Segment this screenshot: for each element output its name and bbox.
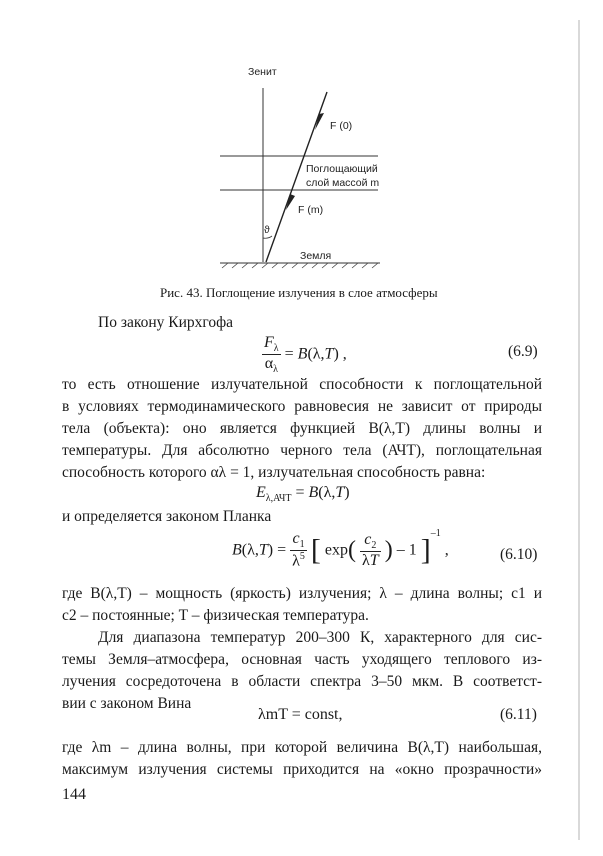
paragraph-line: способность которого αλ = 1, излучательная способность равна: xyxy=(62,464,486,481)
angle-label: ϑ xyxy=(264,224,270,236)
paragraph-line: темы Земля–атмосфера, основная часть уходящего теплового из- xyxy=(62,651,542,668)
page-number: 144 xyxy=(62,786,86,803)
paragraph-kirchhoff xyxy=(62,312,542,334)
paragraph-line: Для диапазона температур 200–300 К, характерного для сис- xyxy=(98,629,542,646)
equation-6-10: B(λ,T) = $\frac{c_1}{\lambda^5}$ [ exp( $\frac{c_2}{\lambda T}$ ) – 1 ]$^{-1}$ , xyxy=(232,528,449,570)
equation-blackbody: $E_{\lambda,АЧТ} = B(\lambda,T)$ xyxy=(256,484,350,505)
paragraph-wien-intro xyxy=(62,627,542,715)
paragraph-definitions xyxy=(62,583,542,627)
paragraph-line: и определяется законом Планка xyxy=(62,508,272,525)
paragraph-line: максимум излучения системы приходится на «окно прозрачности» xyxy=(62,761,542,778)
paragraph-line: По закону Кирхгофа xyxy=(98,314,234,331)
paragraph-planck-intro xyxy=(62,506,542,528)
equation-6-9: $\frac{F_\lambda}{\alpha_\lambda}$ = B(λ,T) , xyxy=(264,334,347,376)
paragraph-wien-explanation xyxy=(62,737,542,781)
earth-label: Земля xyxy=(300,250,332,262)
angle-arc xyxy=(263,236,272,238)
paragraph-line: где B(λ,T) – мощность (яркость) излучения; λ – длина волны; c1 и xyxy=(62,585,542,602)
layer-label-line2: слой массой m xyxy=(306,177,380,189)
paragraph-line: c2 – постоянные; T – физическая температура. xyxy=(62,607,369,624)
paragraph-line: вии с законом Вина xyxy=(62,695,192,712)
paragraph-line: то есть отношение излучательной способности к поглощательной xyxy=(62,376,542,393)
equation-number-6-9: (6.9) xyxy=(508,343,538,360)
page-edge-shadow xyxy=(578,20,580,840)
paragraph-line: в условиях термодинамического равновесия не зависит от природы xyxy=(62,398,542,415)
ground-hatching xyxy=(222,263,378,268)
flux-m-label: F (m) xyxy=(298,204,324,216)
paragraph-kirchhoff-explanation xyxy=(62,374,542,484)
paragraph-line: лучения сосредоточена в области спектра 3–50 мкм. В соответст- xyxy=(62,673,542,690)
paragraph-line: температуры. Для абсолютно черного тела (АЧТ), поглощательная xyxy=(62,442,542,459)
atmosphere-figure xyxy=(0,0,603,290)
paragraph-line: где λm – длина волны, при которой величина B(λ,T) наибольшая, xyxy=(62,739,542,756)
zenith-label: Зенит xyxy=(248,66,277,78)
figure-caption: Рис. 43. Поглощение излучения в слое атмосферы xyxy=(160,285,438,300)
equation-number-6-10: (6.10) xyxy=(500,546,538,563)
flux-top-label: F (0) xyxy=(330,120,353,132)
equation-number-6-11: (6.11) xyxy=(500,706,537,723)
layer-label-line1: Поглощающий xyxy=(306,163,378,175)
equation-6-11: λmT = const, xyxy=(258,706,343,723)
paragraph-line: тела (объекта): оно является функцией B(λ,T) длины волны и xyxy=(62,420,542,437)
